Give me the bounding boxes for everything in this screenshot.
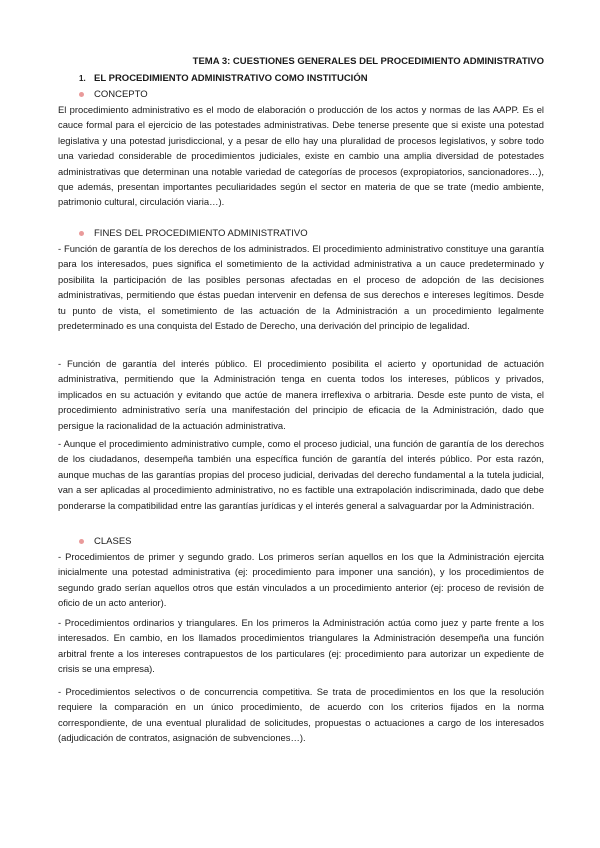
paragraph-clases-2: - Procedimientos ordinarios y triangulares. En los primeros la Administración actúa como juez y parte frente a los interesados. En cambio, en los llamados procedimientos triangulares la Administración desempeña una función arbitral frente a los intereses contrapuestos de los particulares (ej: procedimiento para autorizar un expediente de crisis se una empresa). — [58, 617, 544, 675]
section-number: 1. — [79, 74, 86, 83]
subheading-text: CONCEPTO — [94, 89, 148, 100]
subheading-text: CLASES — [94, 536, 132, 547]
paragraph-concepto: El procedimiento administrativo es el modo de elaboración o producción de los actos y normas de las AAPP. Es el cauce formal para el ejercicio de las potestades administrativas. Debe tenerse presente que si existe una potestad legislativa y una potestad jurisdiccional, y a pesar de ello hay una pluralidad de procesos legislativos, y sobre todo una variedad considerable de procedimientos judiciales, existe en cambio una amplia diversidad de potestades administrativas que determinan una notable variedad de categorías de procesos (expropiatorios, sancionadores…), que además, presentan importantes peculiaridades según el sector en materia de que se trate (medio ambiente, patrimonio cultural, circulación viaria…). — [58, 104, 544, 208]
bullet-icon — [79, 539, 84, 544]
paragraph-clases-1: - Procedimientos de primer y segundo grado. Los primeros serían aquellos en los que la Administración ejercita inicialmente una potestad administrativa (ej: procedimiento para imponer una sanción), y los procedimientos de segundo grado serían aquellos otros que están vinculados a un procedimiento anterior (ej: proceso de revisión de oficio de un acto anterior). — [58, 551, 544, 609]
subheading-fines — [94, 228, 308, 240]
paragraph-fines-1: - Función de garantía de los derechos de los administrados. El procedimiento administrativo constituye una garantía para los interesados, pues significa el sometimiento de la actividad administrativa a un cauce predeterminado y posibilita la participación de las posibles personas afectadas en el proceso de adopción de las decisiones administrativas, permitiendo que éstas puedan intervenir en defensa de sus derechos e intereses legítimos. Desde tu punto de vista, el sometimiento de las actuación de la Administración a un procedimiento legalmente predeterminado es una conquista del Estado de Derecho, una derivación del principio de legalidad. — [58, 243, 544, 332]
subheading-text: FINES DEL PROCEDIMIENTO ADMINISTRATIVO — [94, 228, 308, 239]
bullet-icon — [79, 231, 84, 236]
paragraph-fines-2: - Función de garantía del interés público. El procedimiento posibilita el acierto y oportunidad de actuación administrativa, permitiendo que la Administración tenga en cuenta todos los intereses, públicos y privados, implicados en su actuación y evitando que actúe de manera irreflexiva o arbitraria. Desde este punto de vista, el procedimiento administrativo sería una manifestación del principio de eficacia de la Administración, dado que persigue la racionalidad de la actuación administrativa. — [58, 358, 544, 431]
page-title: TEMA 3: CUESTIONES GENERALES DEL PROCEDIMIENTO ADMINISTRATIVO — [192, 56, 544, 67]
section-heading-1 — [79, 73, 368, 85]
paragraph-fines-3: - Aunque el procedimiento administrativo cumple, como el proceso judicial, una función de garantía de los derechos de los ciudadanos, desempeña también una específica función de garantía del interés público. Por esta razón, aunque muchas de las garantías propias del proceso judicial, derivadas del derecho fundamental a la tutela judicial, van a ser aplicadas al procedimiento administrativo, no es factible una extrapolación indiscriminada, dado que debe ponderarse la compatibilidad entre las garantías jurídicas y el interés general a salvaguardar por la Administración. — [58, 438, 544, 511]
subheading-concepto — [94, 89, 148, 101]
paragraph-clases-3: - Procedimientos selectivos o de concurrencia competitiva. Se trata de procedimientos en los que la resolución requiere la comparación en un único procedimiento, de acuerdo con los criterios fijados en la norma correspondiente, de una eventual pluralidad de solicitudes, propuestas o actuaciones a cargo de los interesados (adjudicación de contratos, asignación de subvenciones…). — [58, 686, 544, 744]
section-heading-text: EL PROCEDIMIENTO ADMINISTRATIVO COMO INSTITUCIÓN — [94, 73, 368, 84]
bullet-icon — [79, 92, 84, 97]
subheading-clases — [94, 536, 132, 548]
